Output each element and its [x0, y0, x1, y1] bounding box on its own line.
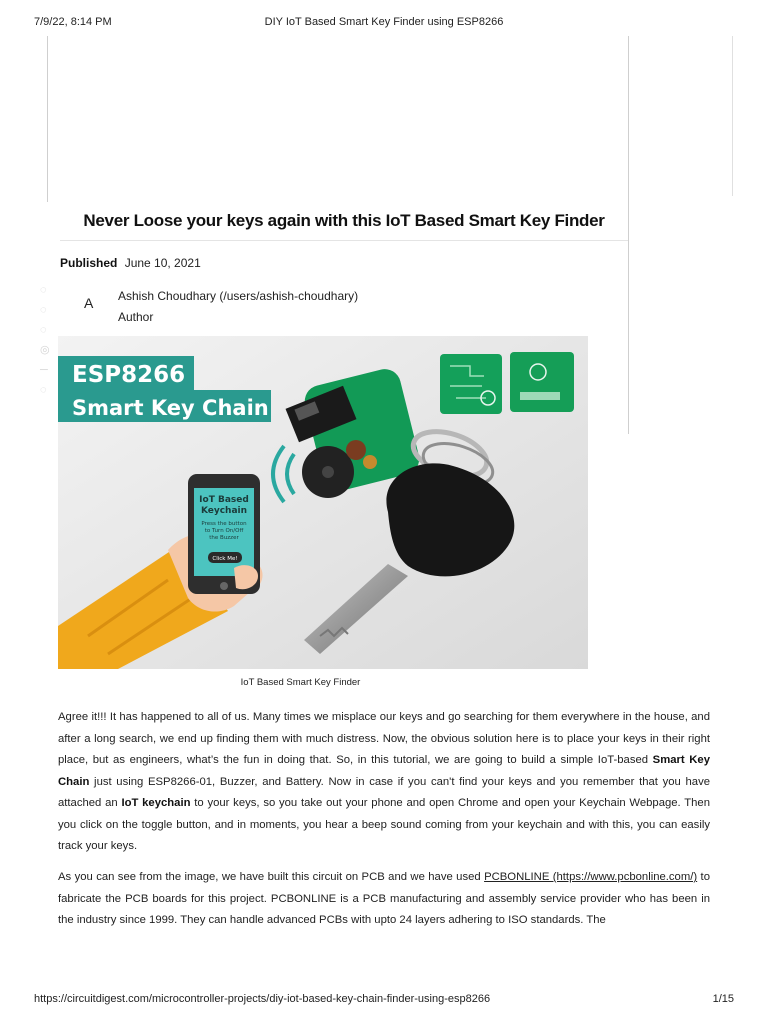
phone-title-line1: IoT Based — [199, 495, 249, 505]
author-role: Author — [118, 310, 154, 324]
pcb-paragraph — [58, 867, 710, 932]
hero-caption: IoT Based Smart Key Finder — [240, 677, 361, 688]
phone-click-button-label: Click Me! — [212, 556, 238, 562]
faint-social-share-icons: ◌ ◌ ◌ ◎ ─ ◌ — [40, 284, 50, 396]
published-date: June 10, 2021 — [124, 256, 201, 270]
print-date: 7/9/22, 8:14 PM — [34, 16, 112, 28]
phone-text-line3: the Buzzer — [209, 535, 239, 541]
article-title: Never Loose your keys again with this IoT Based Smart Key Finder — [83, 211, 605, 230]
hero-image — [58, 336, 588, 669]
pcb-board-front — [440, 354, 502, 414]
published-line — [60, 256, 201, 270]
print-footer-url: https://circuitdigest.com/microcontroller-projects/diy-iot-based-key-chain-finder-using-esp8266 — [34, 993, 491, 1005]
capacitor — [346, 440, 366, 460]
print-doc-title: DIY IoT Based Smart Key Finder using ESP8266 — [264, 16, 504, 28]
published-label: Published — [60, 256, 118, 270]
print-page-number: 1/15 — [712, 993, 734, 1005]
intro-paragraph — [58, 707, 710, 858]
banner-line1-text: ESP8266 — [72, 362, 186, 388]
pcb-text-2: to fabricate the PCB boards for this project. PCBONLINE is a PCB manufacturing and assembly service provider who has been in the industry since 1999. They can handle advanced PCBs with upto 24 layers adhering to ISO standards. The — [58, 871, 710, 926]
smart-key-chain-bold: Smart Key Chain — [58, 754, 711, 788]
pcb-board-back — [510, 352, 574, 412]
intro-text-2: just using ESP8266-01, Buzzer, and Battery. Now in case if you can't find your keys and you remember that you have attached an — [58, 775, 710, 809]
author-avatar: A — [84, 295, 94, 311]
phone-text-line2: to Turn On/Off — [204, 528, 244, 534]
author-name-link[interactable]: Ashish Choudhary (/users/ashish-choudhary) — [118, 289, 359, 303]
banner-line2-text: Smart Key Chain — [72, 396, 269, 420]
right-scroll-track — [732, 36, 733, 196]
right-column-rule — [628, 36, 629, 434]
phone-text-line1: Press the button — [201, 521, 247, 527]
print-footer — [0, 993, 768, 1013]
left-column-rule — [47, 36, 48, 202]
title-divider — [60, 240, 628, 241]
intro-text-1: Agree it!!! It has happened to all of us. Many times we misplace our keys and go searching for them everywhere in the house, and after a long search, we end up finding them with much distress. Now, the obvious solution here is to place your keys in their right place, but as engineers, what’s the fun in doing that. So, in this tutorial, we are going to build a simple IoT-based — [58, 711, 710, 766]
pcb-text-1: As you can see from the image, we have built this circuit on PCB and we have used — [58, 871, 485, 883]
phone-title-line2: Keychain — [200, 506, 248, 516]
iot-keychain-bold: IoT keychain — [121, 797, 191, 809]
intro-text-3: to your keys, so you take out your phone and open Chrome and open your Keychain Webpage. Then you click on the toggle button, and in moments, you hear a beep sound coming from your keychain and with this, you can easily track your keys. — [58, 797, 711, 852]
pcbonline-link[interactable]: PCBONLINE (https://www.pcbonline.com/) — [484, 871, 698, 883]
print-header — [0, 0, 768, 30]
